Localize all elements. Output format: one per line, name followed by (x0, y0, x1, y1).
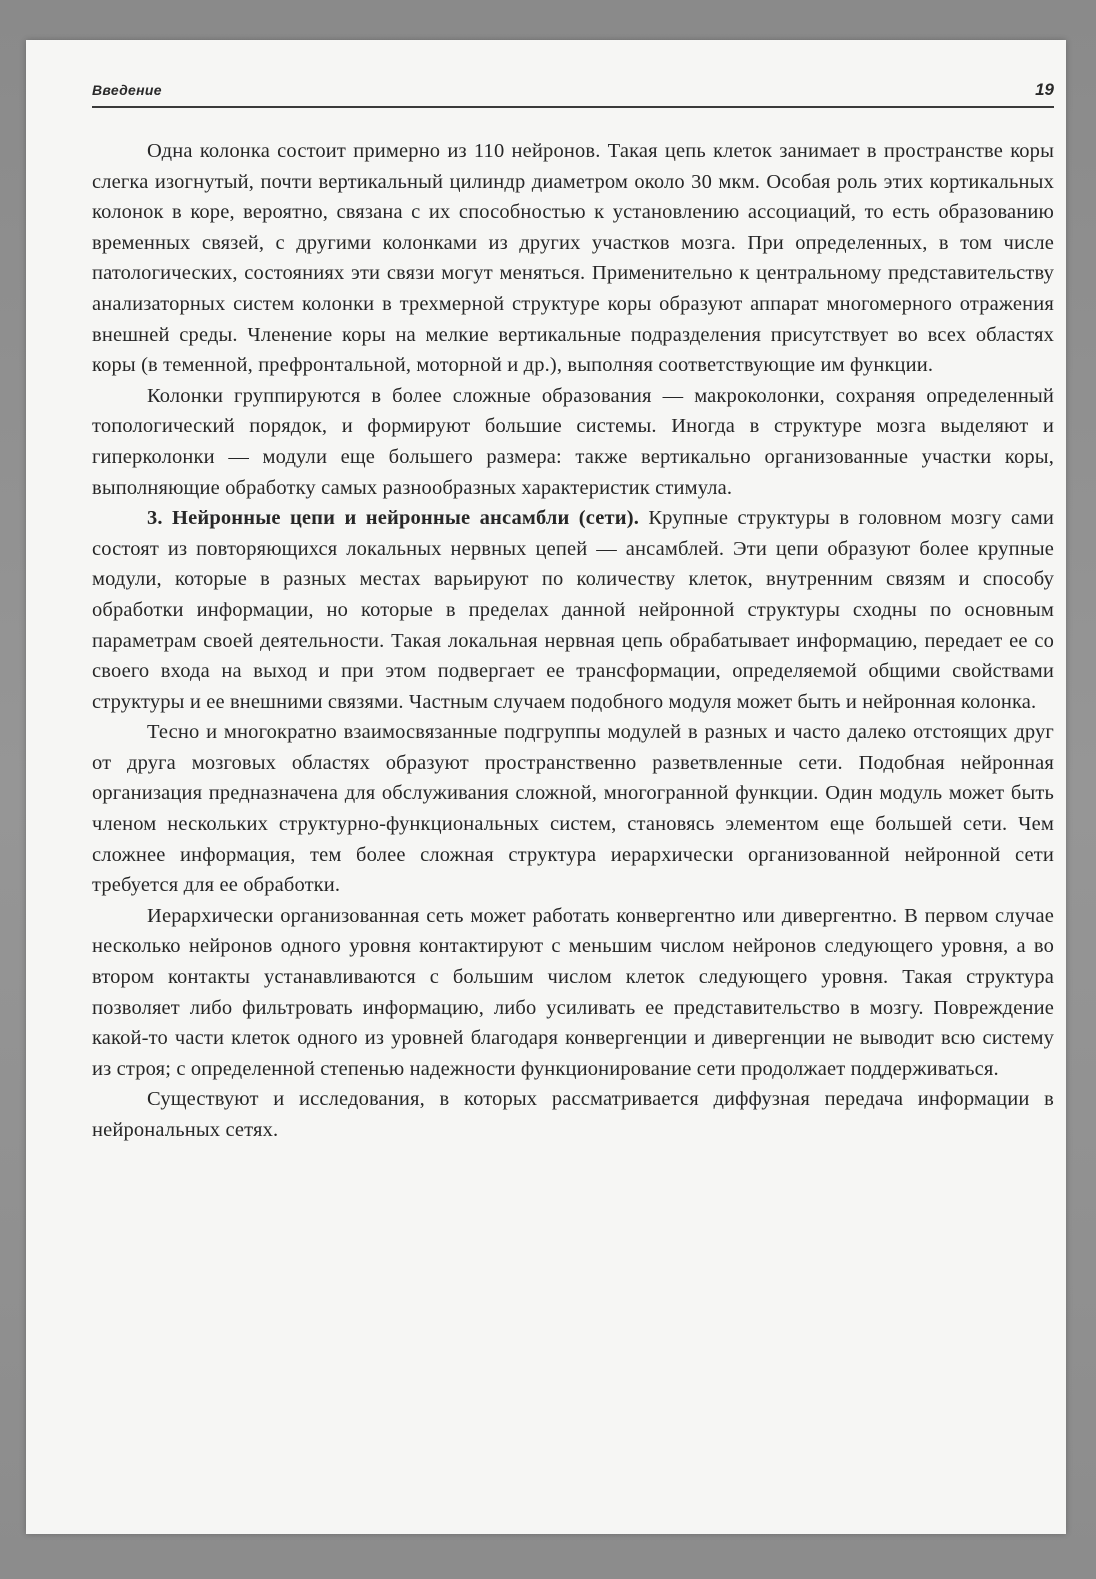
running-title: Введение (92, 82, 162, 98)
paragraph-5: Иерархически организованная сеть может работать конвергентно или дивергентно. В первом случае несколько нейронов одного уровня контактируют с меньшим числом нейронов следующего уровня, а во втором контакты устанавливаются с большим числом клеток следующего уровня. Такая структура позволяет либо фильтровать информацию, либо усиливать ее представительство в мозгу. Повреждение какой-то части клеток одного из уровней благодаря конвергенции и дивергенции не выводит всю систему из строя; с определенной степенью надежности функционирование сети продолжает поддерживаться. (92, 904, 1054, 1080)
paragraph-6: Существуют и исследования, в которых рассматривается диффузная передача информации в нейрональных сетях. (92, 1088, 1054, 1141)
paragraph-1: Одна колонка состоит примерно из 110 нейронов. Такая цепь клеток занимает в пространстве коры слегка изогнутый, почти вертикальный цилиндр диаметром около 30 мкм. Особая роль этих кортикальных колонок в коре, вероятно, связана с их способностью к установлению ассоциаций, то есть образованию временных связей, с другими колонками из других участков мозга. При определенных, в том числе патологических, состояниях эти связи могут меняться. Применительно к центральному представительству анализаторных систем колонки в трехмерной структуре коры образуют аппарат многомерного отражения внешней среды. Членение коры на мелкие вертикальные подразделения присутствует во всех областях коры (в теменной, префронтальной, моторной и др.), выполняя соответствующие им функции. (92, 140, 1054, 377)
body-text (92, 136, 1054, 1146)
section-heading-inline: 3. Нейронные цепи и нейронные ансамбли (сети). (147, 507, 639, 530)
page-number: 19 (1035, 80, 1054, 99)
paragraph-4: Тесно и многократно взаимосвязанные подгруппы модулей в разных и часто далеко отстоящих друг от друга мозговых областях образуют пространственно разветвленные сети. Подобная нейронная организация предназначена для обслуживания сложной, многогранной функции. Один модуль может быть членом нескольких структурно-функциональных систем, становясь элементом еще большей сети. Чем сложнее информация, тем более сложная структура иерархически организованной нейронной сети требуется для ее обработки. (92, 721, 1054, 897)
paragraph-3 (92, 503, 1054, 717)
book-page (26, 40, 1066, 1534)
paragraph-2: Колонки группируются в более сложные образования — макроколонки, сохраняя определенный топологический порядок, и формируют большие системы. Иногда в структуре мозга выделяют и гиперколонки — модули еще большего размера: также вертикально организованные участки коры, выполняющие обработку самых разнообразных характеристик стимула. (92, 384, 1054, 499)
paragraph-3-text: Крупные структуры в головном мозгу сами состоят из повторяющихся локальных нервных цепей — ансамблей. Эти цепи образуют более крупные модули, которые в разных местах варьируют по количеству клеток, внутренним связям и способу обработки информации, но которые в пределах данной нейронной структуры сходны по основным параметрам своей деятельности. Такая локальная нервная цепь обрабатывает информацию, передает ее со своего входа на выход и при этом подвергает ее трансформации, определяемой общими свойствами структуры и ее внешними связями. Частным случаем подобного модуля может быть и нейронная колонка. (92, 507, 1054, 713)
running-header (92, 82, 1054, 108)
